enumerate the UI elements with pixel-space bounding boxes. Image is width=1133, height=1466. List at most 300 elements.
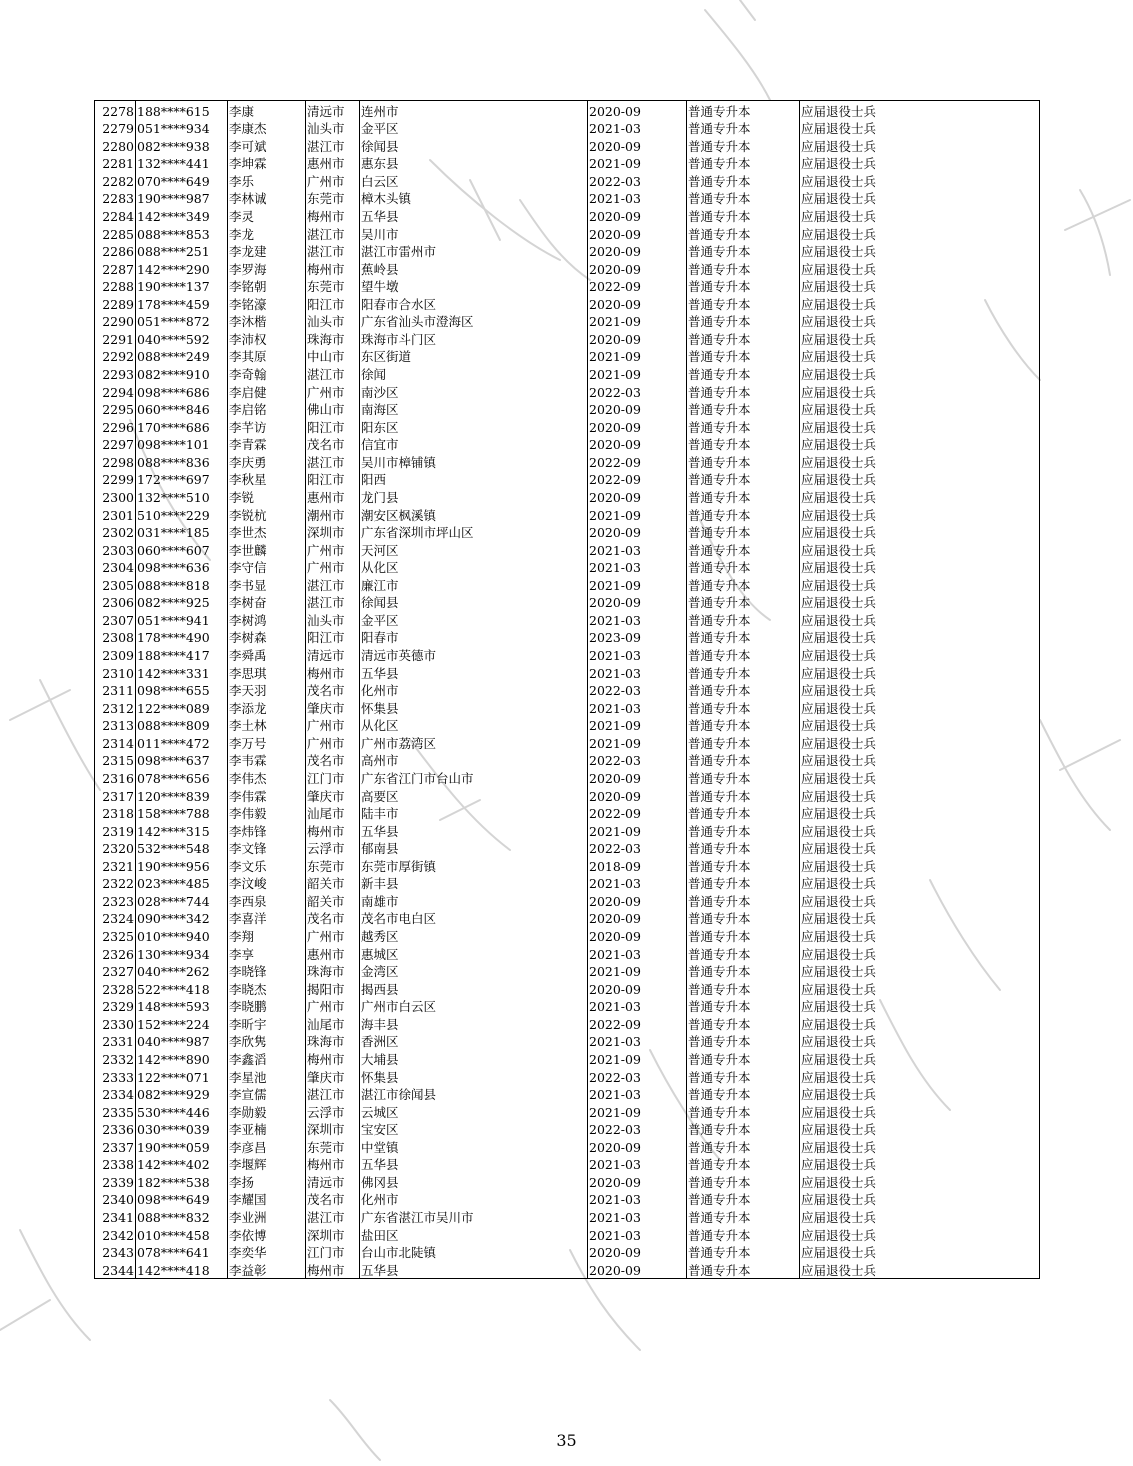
county-cell: 湛江市徐闻县 <box>360 1085 588 1103</box>
enrollment-date-cell: 2020-09 <box>588 435 687 453</box>
county-cell: 香洲区 <box>360 1032 588 1050</box>
city-cell: 茂名市 <box>306 435 360 453</box>
county-cell: 盐田区 <box>360 1225 588 1243</box>
county-cell: 五华县 <box>360 821 588 839</box>
enrollment-date-cell: 2020-09 <box>588 909 687 927</box>
city-cell: 阳江市 <box>306 628 360 646</box>
exam-type-cell: 普通专升本 <box>687 1155 800 1173</box>
city-cell: 梅州市 <box>306 259 360 277</box>
county-cell: 五华县 <box>360 1155 588 1173</box>
candidate-id-cell: 148****593 <box>136 997 228 1015</box>
candidate-id-cell: 090****342 <box>136 909 228 927</box>
enrollment-date-cell: 2020-09 <box>588 926 687 944</box>
table-row <box>95 294 1040 312</box>
watermark-stroke <box>10 690 70 720</box>
table-row <box>95 364 1040 382</box>
city-cell: 梅州市 <box>306 1155 360 1173</box>
enrollment-date-cell: 2021-09 <box>588 733 687 751</box>
exam-type-cell: 普通专升本 <box>687 962 800 980</box>
table-row <box>95 1067 1040 1085</box>
serial-number-cell: 2291 <box>95 329 136 347</box>
serial-number-cell: 2282 <box>95 171 136 189</box>
candidate-id-cell: 188****417 <box>136 645 228 663</box>
name-cell: 李舜禹 <box>228 645 306 663</box>
category-cell: 应届退役士兵 <box>800 400 1040 418</box>
serial-number-cell: 2321 <box>95 856 136 874</box>
name-cell: 李耀国 <box>228 1190 306 1208</box>
city-cell: 汕尾市 <box>306 1014 360 1032</box>
exam-type-cell: 普通专升本 <box>687 751 800 769</box>
table-row <box>95 751 1040 769</box>
candidate-id-cell: 082****925 <box>136 593 228 611</box>
serial-number-cell: 2330 <box>95 1014 136 1032</box>
candidate-id-cell: 132****510 <box>136 487 228 505</box>
exam-type-cell: 普通专升本 <box>687 997 800 1015</box>
exam-type-cell: 普通专升本 <box>687 874 800 892</box>
city-cell: 茂名市 <box>306 681 360 699</box>
page-number: 35 <box>556 1431 577 1450</box>
name-cell: 李扬 <box>228 1172 306 1190</box>
table-row <box>95 1207 1040 1225</box>
table-row <box>95 663 1040 681</box>
table-row <box>95 909 1040 927</box>
candidate-id-cell: 098****636 <box>136 558 228 576</box>
enrollment-date-cell: 2021-03 <box>588 1155 687 1173</box>
serial-number-cell: 2307 <box>95 610 136 628</box>
table-row <box>95 926 1040 944</box>
admission-roster-table <box>94 100 1040 1279</box>
exam-type-cell: 普通专升本 <box>687 733 800 751</box>
exam-type-cell: 普通专升本 <box>687 716 800 734</box>
category-cell: 应届退役士兵 <box>800 856 1040 874</box>
county-cell: 佛冈县 <box>360 1172 588 1190</box>
exam-type-cell: 普通专升本 <box>687 804 800 822</box>
exam-type-cell: 普通专升本 <box>687 294 800 312</box>
serial-number-cell: 2305 <box>95 575 136 593</box>
candidate-id-cell: 088****836 <box>136 452 228 470</box>
candidate-id-cell: 010****940 <box>136 926 228 944</box>
enrollment-date-cell: 2021-03 <box>588 558 687 576</box>
table-row <box>95 768 1040 786</box>
county-cell: 徐闻县 <box>360 593 588 611</box>
county-cell: 高州市 <box>360 751 588 769</box>
serial-number-cell: 2323 <box>95 891 136 909</box>
county-cell: 新丰县 <box>360 874 588 892</box>
city-cell: 梅州市 <box>306 1049 360 1067</box>
exam-type-cell: 普通专升本 <box>687 487 800 505</box>
exam-type-cell: 普通专升本 <box>687 523 800 541</box>
exam-type-cell: 普通专升本 <box>687 329 800 347</box>
city-cell: 惠州市 <box>306 944 360 962</box>
serial-number-cell: 2283 <box>95 189 136 207</box>
enrollment-date-cell: 2020-09 <box>588 417 687 435</box>
city-cell: 茂名市 <box>306 1190 360 1208</box>
exam-type-cell: 普通专升本 <box>687 768 800 786</box>
exam-type-cell: 普通专升本 <box>687 1172 800 1190</box>
county-cell: 阳春市 <box>360 628 588 646</box>
county-cell: 阳春市合水区 <box>360 294 588 312</box>
city-cell: 揭阳市 <box>306 979 360 997</box>
serial-number-cell: 2310 <box>95 663 136 681</box>
city-cell: 江门市 <box>306 1243 360 1261</box>
exam-type-cell: 普通专升本 <box>687 979 800 997</box>
category-cell: 应届退役士兵 <box>800 1172 1040 1190</box>
name-cell: 李芊访 <box>228 417 306 435</box>
table-row <box>95 575 1040 593</box>
table-row <box>95 979 1040 997</box>
enrollment-date-cell: 2020-09 <box>588 487 687 505</box>
county-cell: 龙门县 <box>360 487 588 505</box>
category-cell: 应届退役士兵 <box>800 558 1040 576</box>
table-row <box>95 171 1040 189</box>
table-row <box>95 1172 1040 1190</box>
table-row <box>95 628 1040 646</box>
serial-number-cell: 2297 <box>95 435 136 453</box>
candidate-id-cell: 178****490 <box>136 628 228 646</box>
county-cell: 怀集县 <box>360 698 588 716</box>
city-cell: 珠海市 <box>306 962 360 980</box>
candidate-id-cell: 078****656 <box>136 768 228 786</box>
watermark-stroke <box>1065 200 1130 230</box>
county-cell: 东莞市厚街镇 <box>360 856 588 874</box>
candidate-id-cell: 051****941 <box>136 610 228 628</box>
city-cell: 阳江市 <box>306 417 360 435</box>
table-row <box>95 382 1040 400</box>
candidate-id-cell: 172****697 <box>136 470 228 488</box>
candidate-id-cell: 190****987 <box>136 189 228 207</box>
city-cell: 广州市 <box>306 997 360 1015</box>
city-cell: 清远市 <box>306 645 360 663</box>
serial-number-cell: 2288 <box>95 277 136 295</box>
exam-type-cell: 普通专升本 <box>687 663 800 681</box>
candidate-id-cell: 098****637 <box>136 751 228 769</box>
city-cell: 广州市 <box>306 733 360 751</box>
watermark-stroke <box>20 1230 90 1340</box>
exam-type-cell: 普通专升本 <box>687 119 800 137</box>
enrollment-date-cell: 2021-09 <box>588 1049 687 1067</box>
enrollment-date-cell: 2021-03 <box>588 1032 687 1050</box>
exam-type-cell: 普通专升本 <box>687 1067 800 1085</box>
name-cell: 李康杰 <box>228 119 306 137</box>
category-cell: 应届退役士兵 <box>800 1067 1040 1085</box>
candidate-id-cell: 152****224 <box>136 1014 228 1032</box>
category-cell: 应届退役士兵 <box>800 733 1040 751</box>
category-cell: 应届退役士兵 <box>800 610 1040 628</box>
category-cell: 应届退役士兵 <box>800 1225 1040 1243</box>
name-cell: 李益彰 <box>228 1260 306 1278</box>
category-cell: 应届退役士兵 <box>800 804 1040 822</box>
exam-type-cell: 普通专升本 <box>687 400 800 418</box>
candidate-id-cell: 122****089 <box>136 698 228 716</box>
serial-number-cell: 2281 <box>95 154 136 172</box>
city-cell: 珠海市 <box>306 329 360 347</box>
name-cell: 李沛权 <box>228 329 306 347</box>
category-cell: 应届退役士兵 <box>800 1207 1040 1225</box>
county-cell: 茂名市电白区 <box>360 909 588 927</box>
candidate-id-cell: 088****832 <box>136 1207 228 1225</box>
name-cell: 李西泉 <box>228 891 306 909</box>
exam-type-cell: 普通专升本 <box>687 312 800 330</box>
name-cell: 李坤霖 <box>228 154 306 172</box>
enrollment-date-cell: 2020-09 <box>588 891 687 909</box>
city-cell: 广州市 <box>306 171 360 189</box>
candidate-id-cell: 142****349 <box>136 206 228 224</box>
category-cell: 应届退役士兵 <box>800 926 1040 944</box>
city-cell: 汕头市 <box>306 119 360 137</box>
candidate-id-cell: 060****846 <box>136 400 228 418</box>
serial-number-cell: 2343 <box>95 1243 136 1261</box>
city-cell: 东莞市 <box>306 277 360 295</box>
candidate-id-cell: 142****418 <box>136 1260 228 1278</box>
candidate-id-cell: 522****418 <box>136 979 228 997</box>
exam-type-cell: 普通专升本 <box>687 1207 800 1225</box>
city-cell: 肇庆市 <box>306 1067 360 1085</box>
name-cell: 李天羽 <box>228 681 306 699</box>
name-cell: 李炜锋 <box>228 821 306 839</box>
enrollment-date-cell: 2020-09 <box>588 400 687 418</box>
candidate-id-cell: 190****137 <box>136 277 228 295</box>
name-cell: 李树鸿 <box>228 610 306 628</box>
serial-number-cell: 2338 <box>95 1155 136 1173</box>
table-row <box>95 1032 1040 1050</box>
name-cell: 李世杰 <box>228 523 306 541</box>
name-cell: 李星池 <box>228 1067 306 1085</box>
table-row <box>95 452 1040 470</box>
enrollment-date-cell: 2021-09 <box>588 716 687 734</box>
exam-type-cell: 普通专升本 <box>687 839 800 857</box>
name-cell: 李文乐 <box>228 856 306 874</box>
category-cell: 应届退役士兵 <box>800 189 1040 207</box>
serial-number-cell: 2318 <box>95 804 136 822</box>
name-cell: 李树奋 <box>228 593 306 611</box>
name-cell: 李堰辉 <box>228 1155 306 1173</box>
category-cell: 应届退役士兵 <box>800 997 1040 1015</box>
exam-type-cell: 普通专升本 <box>687 1190 800 1208</box>
category-cell: 应届退役士兵 <box>800 1155 1040 1173</box>
county-cell: 廉江市 <box>360 575 588 593</box>
category-cell: 应届退役士兵 <box>800 962 1040 980</box>
county-cell: 从化区 <box>360 558 588 576</box>
category-cell: 应届退役士兵 <box>800 909 1040 927</box>
name-cell: 李伟毅 <box>228 804 306 822</box>
candidate-id-cell: 040****262 <box>136 962 228 980</box>
candidate-id-cell: 088****809 <box>136 716 228 734</box>
name-cell: 李汶峻 <box>228 874 306 892</box>
watermark-stroke <box>1080 190 1110 275</box>
enrollment-date-cell: 2021-09 <box>588 575 687 593</box>
serial-number-cell: 2317 <box>95 786 136 804</box>
table-row <box>95 698 1040 716</box>
county-cell: 高要区 <box>360 786 588 804</box>
name-cell: 李启铭 <box>228 400 306 418</box>
table-row <box>95 962 1040 980</box>
enrollment-date-cell: 2021-09 <box>588 154 687 172</box>
city-cell: 潮州市 <box>306 505 360 523</box>
enrollment-date-cell: 2021-09 <box>588 962 687 980</box>
exam-type-cell: 普通专升本 <box>687 1225 800 1243</box>
category-cell: 应届退役士兵 <box>800 224 1040 242</box>
exam-type-cell: 普通专升本 <box>687 136 800 154</box>
county-cell: 徐闻县 <box>360 136 588 154</box>
serial-number-cell: 2339 <box>95 1172 136 1190</box>
table-row <box>95 329 1040 347</box>
county-cell: 连州市 <box>360 101 588 119</box>
city-cell: 江门市 <box>306 768 360 786</box>
exam-type-cell: 普通专升本 <box>687 1049 800 1067</box>
candidate-id-cell: 182****538 <box>136 1172 228 1190</box>
serial-number-cell: 2331 <box>95 1032 136 1050</box>
serial-number-cell: 2286 <box>95 242 136 260</box>
watermark-stroke <box>0 1300 50 1330</box>
county-cell: 潮安区枫溪镇 <box>360 505 588 523</box>
county-cell: 化州市 <box>360 1190 588 1208</box>
serial-number-cell: 2295 <box>95 400 136 418</box>
county-cell: 徐闻 <box>360 364 588 382</box>
enrollment-date-cell: 2022-03 <box>588 1067 687 1085</box>
enrollment-date-cell: 2022-03 <box>588 382 687 400</box>
serial-number-cell: 2302 <box>95 523 136 541</box>
candidate-id-cell: 158****788 <box>136 804 228 822</box>
category-cell: 应届退役士兵 <box>800 136 1040 154</box>
enrollment-date-cell: 2021-03 <box>588 645 687 663</box>
category-cell: 应届退役士兵 <box>800 1032 1040 1050</box>
category-cell: 应届退役士兵 <box>800 435 1040 453</box>
name-cell: 李青霖 <box>228 435 306 453</box>
candidate-id-cell: 011****472 <box>136 733 228 751</box>
city-cell: 清远市 <box>306 101 360 119</box>
county-cell: 广东省湛江市吴川市 <box>360 1207 588 1225</box>
name-cell: 李罗海 <box>228 259 306 277</box>
category-cell: 应届退役士兵 <box>800 575 1040 593</box>
table-row <box>95 189 1040 207</box>
city-cell: 东莞市 <box>306 856 360 874</box>
city-cell: 梅州市 <box>306 1260 360 1278</box>
enrollment-date-cell: 2021-03 <box>588 189 687 207</box>
exam-type-cell: 普通专升本 <box>687 1102 800 1120</box>
candidate-id-cell: 132****441 <box>136 154 228 172</box>
serial-number-cell: 2300 <box>95 487 136 505</box>
candidate-id-cell: 070****649 <box>136 171 228 189</box>
city-cell: 湛江市 <box>306 1207 360 1225</box>
candidate-id-cell: 028****744 <box>136 891 228 909</box>
exam-type-cell: 普通专升本 <box>687 171 800 189</box>
category-cell: 应届退役士兵 <box>800 452 1040 470</box>
candidate-id-cell: 532****548 <box>136 839 228 857</box>
enrollment-date-cell: 2021-09 <box>588 364 687 382</box>
name-cell: 李秋星 <box>228 470 306 488</box>
name-cell: 李灵 <box>228 206 306 224</box>
exam-type-cell: 普通专升本 <box>687 347 800 365</box>
exam-type-cell: 普通专升本 <box>687 435 800 453</box>
category-cell: 应届退役士兵 <box>800 628 1040 646</box>
table-row <box>95 435 1040 453</box>
exam-type-cell: 普通专升本 <box>687 417 800 435</box>
category-cell: 应届退役士兵 <box>800 698 1040 716</box>
county-cell: 金平区 <box>360 610 588 628</box>
candidate-id-cell: 030****039 <box>136 1120 228 1138</box>
serial-number-cell: 2308 <box>95 628 136 646</box>
name-cell: 李其原 <box>228 347 306 365</box>
category-cell: 应届退役士兵 <box>800 768 1040 786</box>
category-cell: 应届退役士兵 <box>800 681 1040 699</box>
category-cell: 应届退役士兵 <box>800 206 1040 224</box>
city-cell: 湛江市 <box>306 242 360 260</box>
serial-number-cell: 2309 <box>95 645 136 663</box>
county-cell: 中堂镇 <box>360 1137 588 1155</box>
table-row <box>95 540 1040 558</box>
exam-type-cell: 普通专升本 <box>687 856 800 874</box>
name-cell: 李昕宇 <box>228 1014 306 1032</box>
county-cell: 广州市白云区 <box>360 997 588 1015</box>
category-cell: 应届退役士兵 <box>800 1049 1040 1067</box>
county-cell: 郁南县 <box>360 839 588 857</box>
category-cell: 应届退役士兵 <box>800 874 1040 892</box>
candidate-id-cell: 142****402 <box>136 1155 228 1173</box>
serial-number-cell: 2280 <box>95 136 136 154</box>
city-cell: 韶关市 <box>306 874 360 892</box>
name-cell: 李沐楷 <box>228 312 306 330</box>
serial-number-cell: 2327 <box>95 962 136 980</box>
city-cell: 湛江市 <box>306 575 360 593</box>
category-cell: 应届退役士兵 <box>800 1085 1040 1103</box>
city-cell: 广州市 <box>306 558 360 576</box>
name-cell: 李守信 <box>228 558 306 576</box>
table-row <box>95 224 1040 242</box>
county-cell: 五华县 <box>360 663 588 681</box>
name-cell: 李林诚 <box>228 189 306 207</box>
table-row <box>95 1137 1040 1155</box>
exam-type-cell: 普通专升本 <box>687 1120 800 1138</box>
table-row <box>95 347 1040 365</box>
table-row <box>95 944 1040 962</box>
county-cell: 怀集县 <box>360 1067 588 1085</box>
county-cell: 阳西 <box>360 470 588 488</box>
name-cell: 李树森 <box>228 628 306 646</box>
county-cell: 揭西县 <box>360 979 588 997</box>
candidate-id-cell: 078****641 <box>136 1243 228 1261</box>
table-row <box>95 1085 1040 1103</box>
candidate-id-cell: 122****071 <box>136 1067 228 1085</box>
enrollment-date-cell: 2022-03 <box>588 751 687 769</box>
category-cell: 应届退役士兵 <box>800 329 1040 347</box>
category-cell: 应届退役士兵 <box>800 242 1040 260</box>
exam-type-cell: 普通专升本 <box>687 242 800 260</box>
county-cell: 阳东区 <box>360 417 588 435</box>
table-body <box>95 101 1040 1279</box>
exam-type-cell: 普通专升本 <box>687 259 800 277</box>
exam-type-cell: 普通专升本 <box>687 628 800 646</box>
category-cell: 应届退役士兵 <box>800 1014 1040 1032</box>
candidate-id-cell: 098****655 <box>136 681 228 699</box>
enrollment-date-cell: 2020-09 <box>588 259 687 277</box>
table-row <box>95 733 1040 751</box>
name-cell: 李亚楠 <box>228 1120 306 1138</box>
serial-number-cell: 2296 <box>95 417 136 435</box>
serial-number-cell: 2285 <box>95 224 136 242</box>
city-cell: 珠海市 <box>306 1032 360 1050</box>
enrollment-date-cell: 2020-09 <box>588 786 687 804</box>
serial-number-cell: 2337 <box>95 1137 136 1155</box>
exam-type-cell: 普通专升本 <box>687 1243 800 1261</box>
county-cell: 大埔县 <box>360 1049 588 1067</box>
table-row <box>95 312 1040 330</box>
candidate-id-cell: 098****649 <box>136 1190 228 1208</box>
serial-number-cell: 2301 <box>95 505 136 523</box>
county-cell: 惠东县 <box>360 154 588 172</box>
category-cell: 应届退役士兵 <box>800 891 1040 909</box>
county-cell: 金湾区 <box>360 962 588 980</box>
exam-type-cell: 普通专升本 <box>687 681 800 699</box>
